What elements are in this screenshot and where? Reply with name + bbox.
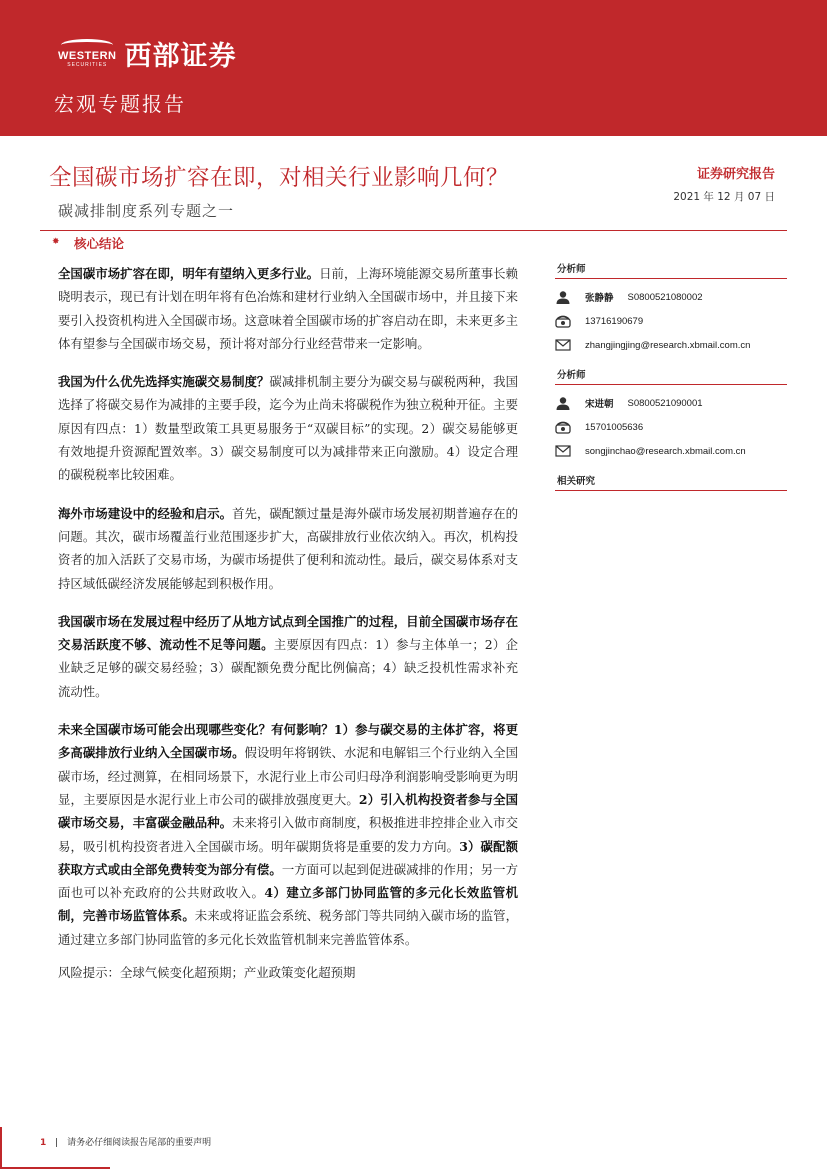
page-number: 1 (40, 1138, 47, 1148)
paragraph-2 (58, 370, 518, 486)
logo-text-en-sub: SECURITIES (67, 61, 108, 68)
analyst-email-row (555, 333, 787, 357)
paragraph-5-lead-2: 2）引入机构投资者参与全国碳市场交易，丰富碳金融品种。 (58, 791, 519, 831)
paragraph-5-text-3: 一方面可以起到促进碳减排的作用；另一方面也可以补充政府的公共财政收入。 (58, 861, 519, 901)
mail-icon (555, 338, 571, 352)
paragraph-4-lead: 我国碳市场在发展过程中经历了从地方试点到全国推广的过程，目前全国碳市场存在交易活跃度不够、流动性不足等问题。 (58, 613, 518, 653)
paragraph-5-text-4: 未来或将证监会系统、税务部门等共同纳入碳市场的监管，通过建立多部门协同监管的多元化长效监管机制来完善监管体系。 (58, 908, 519, 947)
risk-warning: 风险提示：全球气候变化超预期；产业政策变化超预期 (58, 965, 356, 981)
paragraph-5-lead-1: 未来全国碳市场可能会出现哪些变化？有何影响？1）参与碳交易的主体扩容，将更多高碳排放行业纳入全国碳市场。 (58, 722, 518, 761)
paragraph-3 (58, 502, 518, 595)
analyst-cert: S0800521090001 (627, 397, 703, 409)
person-icon (555, 290, 571, 304)
logo-text-en: WESTERN (58, 49, 117, 62)
mail-icon (555, 444, 571, 458)
paragraph-4 (58, 610, 518, 703)
analyst-email[interactable]: zhangjingjing@research.xbmail.com.cn (585, 339, 751, 351)
header-band (0, 0, 827, 136)
paragraph-1-text: 日前，上海环境能源交易所董事长赖晓明表示，现已有计划在明年将有色冶炼和建材行业纳入全国碳市场中，并且接下来要引入投资机构进入全国碳市场。这意味着全国碳市场的扩容启动在即，未来更多主体有望参与全国碳市场交易，预计将对部分行业经营带来一定影响。 (58, 266, 519, 351)
analyst-name: 宋进朝 (585, 399, 614, 410)
paragraph-1-lead: 全国碳市场扩容在即，明年有望纳入更多行业。 (58, 266, 320, 281)
paragraph-3-lead: 海外市场建设中的经验和启示。 (58, 505, 233, 521)
paragraph-5 (58, 718, 518, 951)
analyst-phone-row (555, 415, 787, 439)
document-kind: 证券研究报告 (696, 167, 775, 182)
paragraph-5-lead-4: 4）建立多部门协同监管的多元化长效监管机制，完善市场监管体系。 (58, 885, 518, 924)
related-research-heading: 相关研究 (555, 471, 787, 491)
phone-icon (555, 314, 571, 328)
paragraph-5-text-1: 假设明年将钢铁、水泥和电解铝三个行业纳入全国碳市场，经过测算，在相同场景下，水泥行业上市公司归母净利润影响受影响更为明显，主要原因是水泥行业上市公司的碳排放强度更大。 (58, 745, 519, 807)
analyst-card (555, 391, 787, 463)
report-title: 全国碳市场扩容在即，对相关行业影响几何？ (49, 165, 510, 191)
analyst-name: 张静静 (585, 293, 614, 304)
analyst-cert: S0800521080002 (627, 291, 703, 303)
analyst-phone: 15701005636 (585, 421, 644, 433)
corner-decoration-vertical (0, 1127, 2, 1169)
paragraph-1 (58, 262, 518, 355)
sidebar (555, 259, 787, 497)
footer-separator: | (55, 1138, 59, 1148)
phone-icon (555, 420, 571, 434)
analyst-name-row (555, 285, 787, 309)
analyst-heading: 分析师 (555, 259, 787, 279)
main-column (58, 262, 518, 984)
company-logo (58, 34, 237, 73)
report-type: 宏观专题报告 (54, 92, 186, 116)
analyst-phone-row (555, 309, 787, 333)
paragraph-2-text: 碳减排机制主要分为碳交易与碳税两种，我国选择了将碳交易作为减排的主要手段，迄今为止尚未将碳税作为独立税种开征。主要原因有四点：1）数量型政策工具更易服务于“双碳目标”的实现。2）碳交易能够更有效地提升资源配置效率。3）碳交易制度可以为减排带来正向激励。4）设定合理的碳税税率比较困难。 (58, 374, 519, 483)
logo-text-cn: 西部证券 (124, 41, 237, 72)
paragraph-5-text-2: 未来将引入做市商制度，积极推进非控排企业入市交易，吸引机构投资者进入全国碳市场。明年碳期货将是重要的发力方向。 (58, 815, 519, 854)
analyst-card (555, 285, 787, 357)
report-date: 2021 年 12 月 07 日 (673, 191, 775, 203)
paragraph-5-lead-3: 3）碳配额获取方式或由全部免费转变为部分有偿。 (58, 838, 519, 877)
person-icon (555, 396, 571, 410)
paragraph-2-lead: 我国为什么优先选择实施碳交易制度？ (58, 374, 270, 390)
section-header (40, 230, 787, 255)
analyst-name-row (555, 391, 787, 415)
analyst-email-row (555, 439, 787, 463)
page-footer (40, 1135, 211, 1148)
paragraph-3-text: 首先，碳配额过量是海外碳市场发展初期普遍存在的问题。其次，碳市场覆盖行业范围逐步扩大，高碳排放行业依次纳入。再次，机构投资者的加入活跃了交易市场，为碳市场提供了便利和流动性。最后，碳交易体系对支持区域低碳经济发展能够起到积极作用。 (58, 505, 519, 591)
logo-arc-icon (61, 39, 113, 51)
analyst-email[interactable]: songjinchao@research.xbmail.com.cn (585, 445, 746, 457)
logo-mark (58, 39, 117, 69)
analyst-heading-2: 分析师 (555, 365, 787, 385)
paragraph-4-text: 主要原因有四点：1）参与主体单一；2）企业缺乏足够的碳交易经验；3）碳配额免费分配比例偏高；4）缺乏投机性需求补充流动性。 (58, 637, 518, 699)
analyst-phone: 13716190679 (585, 315, 644, 327)
footer-disclaimer: 请务必仔细阅读报告尾部的重要声明 (67, 1138, 212, 1148)
report-subtitle: 碳减排制度系列专题之一 (58, 202, 235, 220)
section-label: 核心结论 (74, 236, 125, 251)
section-bullet-icon: ✸ (52, 237, 60, 247)
